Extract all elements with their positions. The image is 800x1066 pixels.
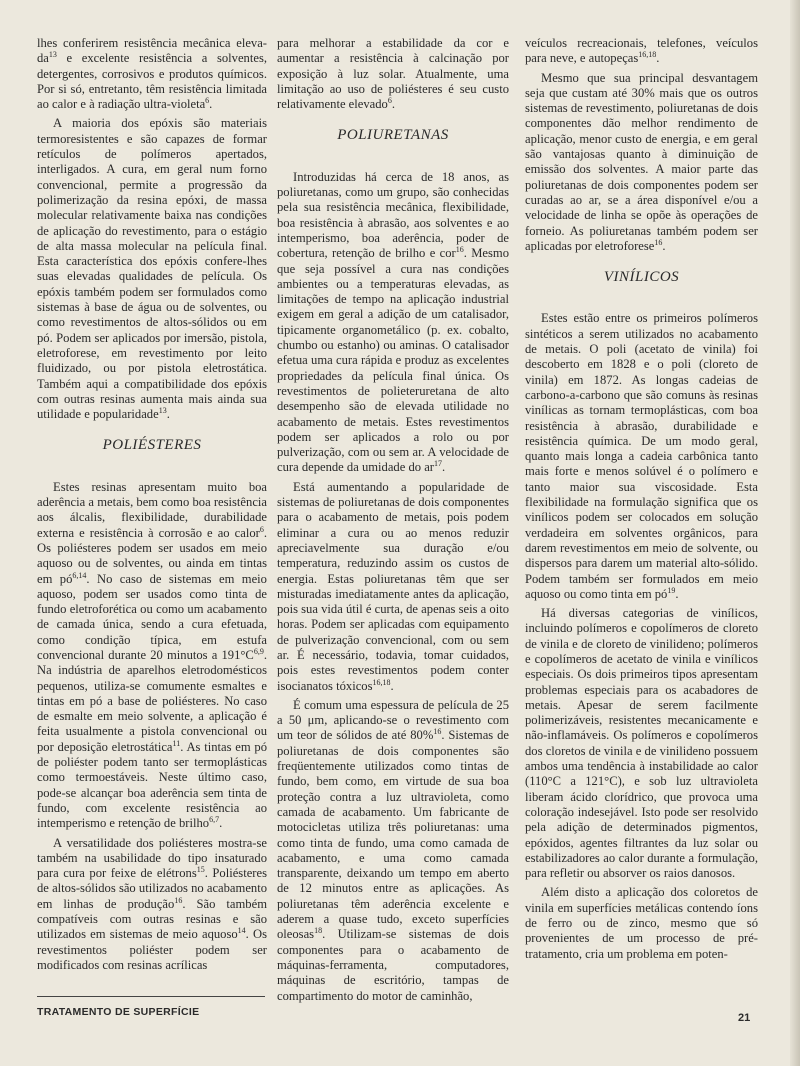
paragraph: A maioria dos epóxis são materiais termoresistentes e são capazes de formar retículos de polímeros apertados, interligados. A cura, em geral num forno convencional, permite a progressão da polimerização da resina epóxi, de massa molecular relativamente baixa nas condições de aplicação do revestimento, para o estágio de alta massa molecular na película final. Esta característica dos epóxis confere-lhes suas elevadas qualidades de película. Os epóxis também podem ser formulados como sistemas à base de água ou de solventes, ou como revestimentos de altos-sólidos ou em pó. Podem ser aplicados por imersão, pistola, eletroforese, em revestimento por leito fluidizado, ou por pistola eletrostática. Também aqui a compatibilidade dos epóxis com outras resinas aumenta mais ainda sua utilidade e popularidade$^{13}$. (37, 116, 267, 422)
column-middle (277, 36, 509, 1008)
reference-superscript: 19 (667, 585, 676, 595)
paragraph: Introduzidas há cerca de 18 anos, as poliuretanas, como um grupo, são conhecidas pela sua resistência mecânica, flexibilidade, boa resistência à abrasão, aos solventes e ao intemperismo, boa aderência, poder de cobertura, retenção de brilho e cor$^{16}$. Mesmo que seja possível a cura nas condições ambientes ou a temperaturas elevadas, as limitações de tempo na aplicação industrial exigem em geral a adição de um catalisador, tipicamente organometálico (p. ex. cobalto, chumbo ou estanho) ou aminas. O catalisador efetua uma cura rápida e produz as excelentes propriedades da película final única. Os revestimentos de polieteruretana de alto desempenho são de elevada utilidade no acabamento de metais. Estes revestimentos podem ser aplicados a rolo ou por pulverização, com ou sem ar. A velocidade de cura depende da umidade do $ar^{17}$. (277, 169, 509, 475)
paragraph: A versatilidade dos poliésteres mostra-se também na usabilidade do tipo insaturado para cura por feixe de elétrons$^{15}$. Poliésteres de altos-sólidos são utilizados no acabamento em linhas de produção$^{16}$. São também compatíveis com outras resinas e são utilizados em sistemas de meio aquoso$^{14}$. Os revestimentos poliéster podem ser modificados com resinas acrílicas (37, 835, 267, 972)
paragraph: veículos recreacionais, telefones, veículos para neve, e autopeças$^{16,18}$. (525, 36, 758, 66)
reference-superscript: 16,18 (638, 50, 657, 60)
section-heading-vinilicos: VINÍLICOS (603, 269, 680, 286)
reference-superscript: 16 (455, 245, 464, 255)
reference-superscript: 16 (174, 895, 183, 905)
reference-superscript: 6 (205, 96, 210, 105)
journal-name: TRATAMENTO DE SUPERFÍCIE (37, 1006, 200, 1018)
paragraph: É comum uma espessura de película de 25 a 50 μm, aplicando-se o revestimento com um teor de sólidos de até 80%$^{16}$. Sistemas de poliuretanas de dois componentes são freqüentemente utilizados como tintas de fundo, bem como, em virtude de sua boa proteção contra a luz ultravioleta, como camada de acabamento. Um fabricante de motocicletas utiliza três poliuretanas: uma como tinta de fundo, uma como camada de acabamento, e uma como camada transparente, deixando um tempo em aberto de 12 minutos entre as aplicações. As poliuretanas têm aderência excelente e aderem a quase tudo, exceto superfícies oleosas$^{18}$. Utilizam-se sistemas de dois componentes para o acabamento de máquinas-ferramenta, computadores, máquinas de escritório, tampas de compartimento do motor de caminhão, (277, 697, 509, 1003)
page-edge-shadow (790, 0, 800, 1066)
reference-superscript: 16 (654, 237, 663, 247)
reference-superscript: 18 (314, 926, 323, 936)
paragraph: Está aumentando a popularidade de sistemas de poliuretanas de dois componentes para o acabamento de metais, pois podem eliminar a cura ou ao menos reduzir apreciavelmente sua duração e/ou temperatura, reduzindo assim os custos de energia. Estas poliuretanas têm que ser misturadas imediatamente antes da aplicação, pois sua vida útil é curta, de apenas seis a oito horas. Podem ser aplicadas com equipamento de pulverização convencional, com ou sem ar. É necessário, todavia, tomar cuidados, pois estes revestimentos podem conter isocianatos tóxicos$^{16,18}$. (277, 479, 509, 693)
paragraph: Além disto a aplicação dos coloretos de vinila em superfícies metálicas contendo íons de ferro ou de zinco, mesmo que só provenientes de um processo de pré-tratamento, cria um problema em poten- (525, 885, 758, 961)
reference-superscript: 13 (158, 405, 167, 415)
reference-superscript: 6 (387, 96, 392, 105)
reference-superscript: 16 (433, 727, 442, 737)
column-left (37, 36, 267, 977)
paragraph: para melhorar a estabilidade da cor e aumentar a resistência à calcinação por exposição à luz solar. Atualmente, uma limitação ao uso de poliésteres é seu custo relativamente elevado$^6$. (277, 36, 509, 112)
reference-superscript: 13 (48, 50, 57, 60)
paragraph: Estes resinas apresentam muito boa aderência a metais, bem como boa resistência aos álcalis, flexibilidade, durabilidade externa e resistência à corrosão e ao calor$^6$. Os poliésteres podem ser usados em meio aquoso ou de solventes, ou ainda em tintas em pó$^{6,14}$. No caso de sistemas em meio aquoso, podem ser usados como tinta de fundo eletroforética ou como um acabamento de camada única, sendo a cura efetuada, como condição típica, em estufa convencional durante 20 minutos a $191^\circ C^{6,9}$. Na indústria de aparelhos eletrodomésticos pequenos, utiliza-se comumente esmaltes e tintas em pó a base de poliésteres. No caso de esmalte em meio solvente, a aplicação é feita usualmente a pistola convencional ou por deposição eletrostática$^{11}$. As tintas em pó de poliéster podem tanto ser termoplásticas como termoestáveis. Neste último caso, pode-se alcançar boa aderência sem tinta de fundo, com excelente resistência ao intemperismo e retenção de brilho$^{6,7}$. (37, 479, 267, 831)
section-heading-poliesteres: POLIÉSTERES (102, 437, 202, 454)
reference-superscript: 17 (434, 459, 442, 469)
reference-superscript: 6,14 (72, 570, 87, 580)
reference-superscript: 6,9 (253, 646, 264, 656)
paragraph: Há diversas categorias de vinílicos, incluindo polímeros e copolímeros de cloreto de vinila e de cloreto de vinilideno; polímeros e copolímeros de acetato de vinila e vinílicos especiais. Os dois primeiros tipos apresentam problemas especiais para os acabadores de metais. Apesar de serem facilmente polimerizáveis, resistentes mecanicamente e não-inflamáveis. Os polímeros e copolímeros dos cloretos de vinila e de vinilideno possuem ambos uma tendência à instabilidade ao calor (110°C a 121°C), e sob luz ultravioleta liberam ácido clorídrico, que provoca uma coloração indesejável. Isto pode ser resolvido pela adição de determinados pigmentos, epóxidos, agentes filtrantes da luz solar ou estabilizadores ao calor durante a formulação, para refletir ou absorver os raios danosos. (525, 606, 758, 881)
footer-divider (37, 996, 265, 997)
reference-superscript: 6,7 (209, 815, 220, 825)
reference-superscript: 14 (237, 926, 246, 936)
paragraph: Estes estão entre os primeiros polímeros sintéticos a serem utilizados no acabamento de metais. O poli (acetato de vinila) foi descoberto em 1828 e o poli (cloreto de vinila) em 1872. As longas cadeias de carbono-a-carbono que são comuns às resinas vinílicas as tornam termoplásticas, com boa resistência à abrasão, durabilidade e resistência química. De um modo geral, quanto mais longa a cadeia carbônica tanto mais forte e menos solúvel é o polímero e tanto maior sua viscosidade. Esta flexibilidade na formulação significa que os vinílicos podem ser colocados em solução verdadeira em solventes orgânicos, para darem revestimentos em meio de solvente, ou dispersos para darem um material alto-sólido. Podem também ser formulados em meio aquoso ou como tinta em $pó^{19}$. (525, 311, 758, 601)
reference-superscript: 16,18 (372, 677, 391, 687)
page-number: 21 (738, 1012, 751, 1024)
reference-superscript: 6 (259, 524, 264, 534)
reference-superscript: 11 (172, 738, 181, 748)
paragraph: lhes conferirem resistência mecânica eleva-$da^{13}$ e excelente resistência a solventes, detergentes, corrosivos e produtos químicos. Por si só, entretanto, têm resistência limitada ao calor e à radiação ultra-violeta$^6$. (37, 36, 267, 112)
section-heading-poliuretanas: POLIURETANAS (337, 127, 449, 144)
column-right (525, 36, 758, 966)
reference-superscript: 15 (196, 864, 205, 874)
paragraph: Mesmo que sua principal desvantagem seja que custam até 30% mais que os outros sistemas de revestimento, poliuretanas de dois componentes dão melhor rendimento de aplicação, menor custo de energia, e em geral são vantajosas quanto à diminuição de emissão dos solventes. A maior parte das poliuretanas de dois componentes podem ser curadas ao ar, se a área disponível e/ou a velocidade de linha se opõe às operações de forneio. As poliuretanas também podem ser aplicadas por eletroforese$^{16}$. (525, 70, 758, 253)
